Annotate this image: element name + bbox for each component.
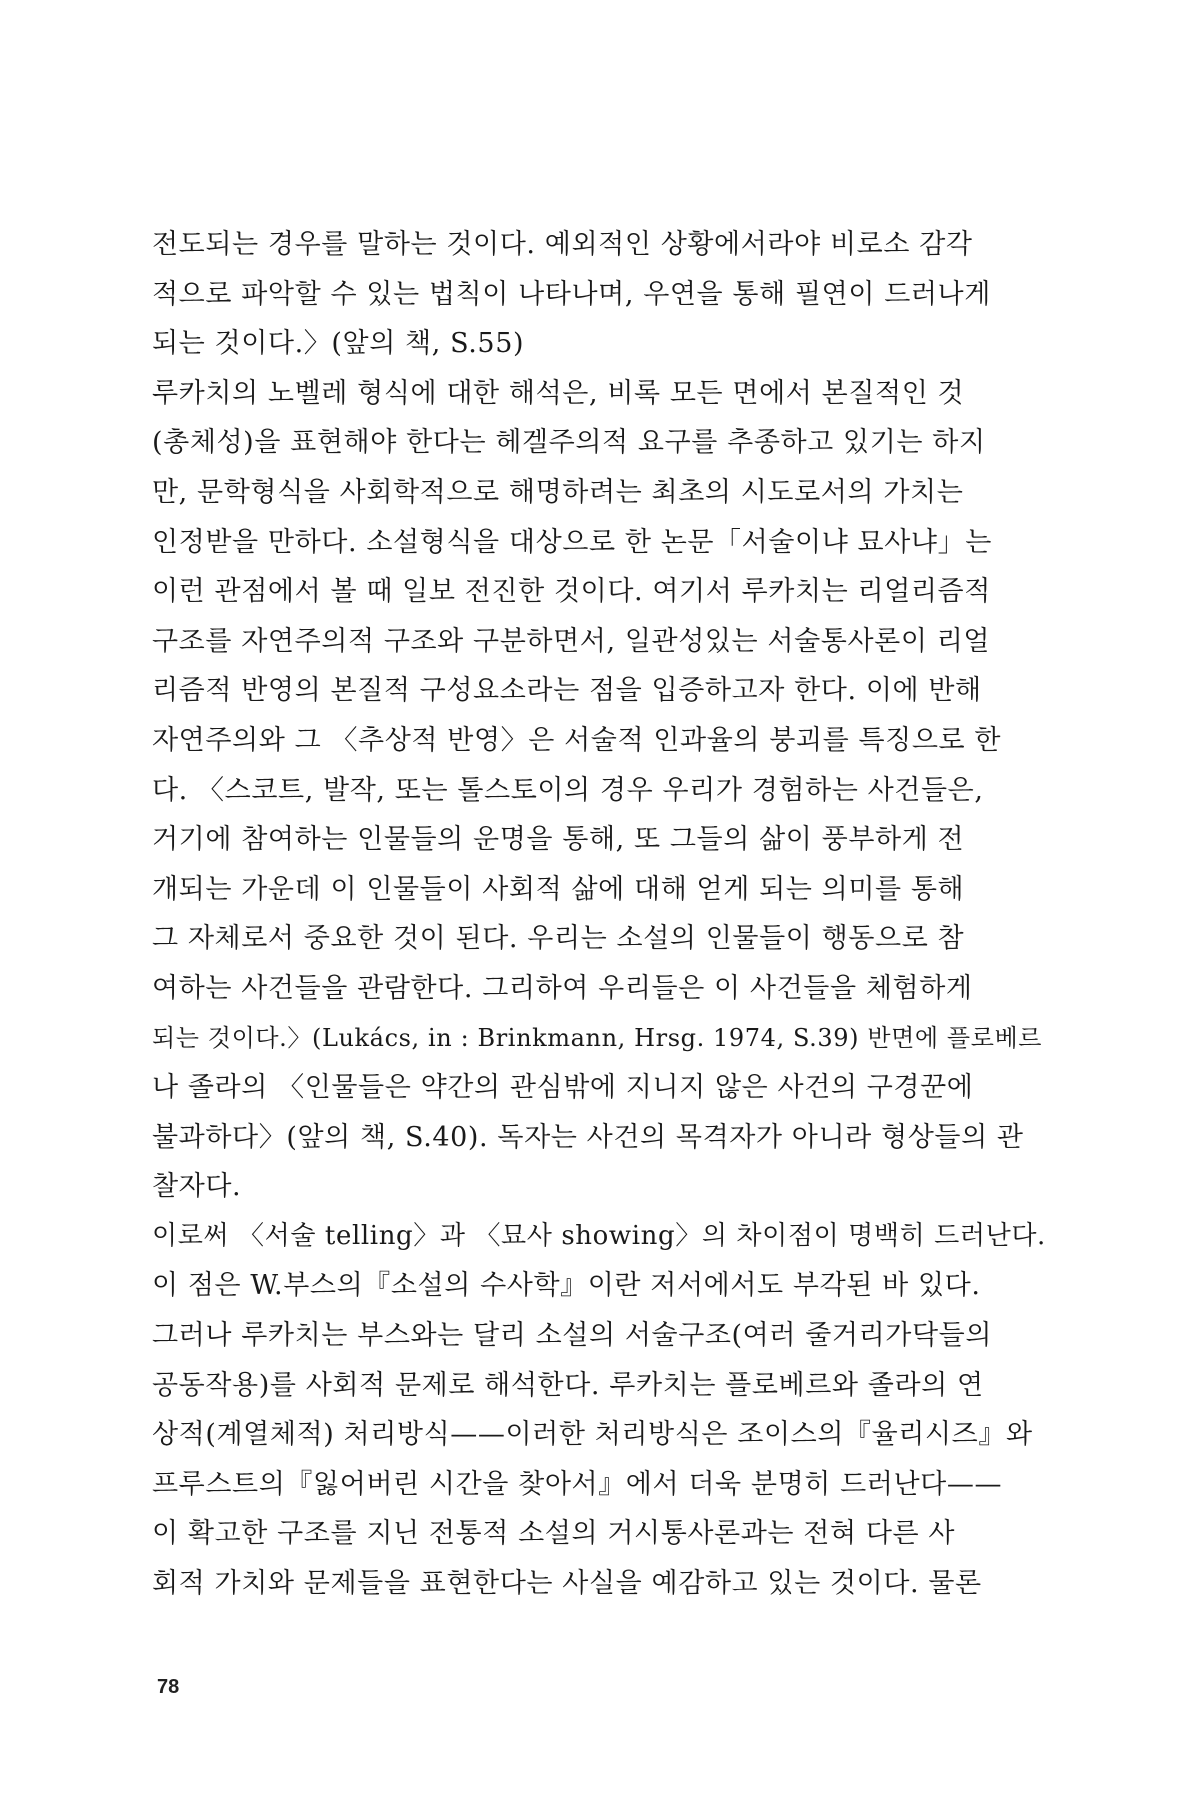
text-line: 리즘적 반영의 본질적 구성요소라는 점을 입증하고자 한다. 이에 반해 bbox=[152, 675, 982, 707]
text-line: 여하는 사건들을 관람한다. 그리하여 우리들은 이 사건들을 체험하게 bbox=[152, 972, 973, 1004]
text-line: 구조를 자연주의적 구조와 구분하면서, 일관성있는 서술통사론이 리얼 bbox=[152, 625, 991, 657]
text-line: 인정받을 만하다. 소설형식을 대상으로 한 논문「서술이냐 묘사냐」는 bbox=[152, 526, 992, 558]
text-line: 거기에 참여하는 인물들의 운명을 통해, 또 그들의 삶이 풍부하게 전 bbox=[152, 824, 965, 856]
text-line: 자연주의와 그 〈추상적 반영〉은 서술적 인과율의 붕괴를 특징으로 한 bbox=[152, 724, 1002, 756]
text-line: 적으로 파악할 수 있는 법칙이 나타나며, 우연을 통해 필연이 드러나게 bbox=[152, 278, 991, 310]
text-line: 전도되는 경우를 말하는 것이다. 예외적인 상황에서라야 비로소 감각 bbox=[152, 229, 973, 260]
text-line: 이 확고한 구조를 지닌 전통적 소설의 거시통사론과는 전혀 다른 사 bbox=[152, 1518, 956, 1550]
text-line: (총체성)을 표현해야 한다는 헤겔주의적 요구를 추종하고 있기는 하지 bbox=[152, 427, 986, 459]
text-line: 회적 가치와 문제들을 표현한다는 사실을 예감하고 있는 것이다. 물론 bbox=[152, 1568, 982, 1600]
text-line: 공동작용)를 사회적 문제로 해석한다. 루카치는 플로베르와 졸라의 연 bbox=[152, 1369, 984, 1401]
text-line: 다. 〈스코트, 발작, 또는 톨스토이의 경우 우리가 경험하는 사건들은, bbox=[152, 774, 984, 806]
text-line: 개되는 가운데 이 인물들이 사회적 삶에 대해 얻게 되는 의미를 통해 bbox=[152, 873, 965, 905]
page-number: 78 bbox=[157, 1676, 180, 1698]
text-line: 상적(계열체적) 처리방식——이러한 처리방식은 조이스의『율리시즈』와 bbox=[152, 1419, 1033, 1451]
text-line: 루카치의 노벨레 형식에 대한 해석은, 비록 모든 면에서 본질적인 것 bbox=[152, 377, 965, 409]
text-line: 그 자체로서 중요한 것이 된다. 우리는 소설의 인물들이 행동으로 참 bbox=[152, 923, 965, 955]
body-text bbox=[152, 220, 1052, 1609]
text-line: 프루스트의『잃어버린 시간을 찾아서』에서 더욱 분명히 드러난다—— bbox=[152, 1468, 1003, 1500]
text-line: 이로써 〈서술 telling〉과 〈묘사 showing〉의 차이점이 명백히 드러난다. bbox=[152, 1220, 1046, 1251]
text-line: 되는 것이다.〉(앞의 책, S.55) bbox=[152, 328, 525, 360]
text-line: 되는 것이다.〉(Lukács, in : Brinkmann, Hrsg. 1974, S.39) 반면에 플로베르 bbox=[152, 1023, 1043, 1052]
text-line: 이런 관점에서 볼 때 일보 전진한 것이다. 여기서 루카치는 리얼리즘적 bbox=[152, 576, 991, 608]
text-line: 이 점은 W.부스의『소설의 수사학』이란 저서에서도 부각된 바 있다. bbox=[152, 1270, 981, 1302]
text-line: 찰자다. bbox=[152, 1171, 242, 1203]
text-line: 그러나 루카치는 부스와는 달리 소설의 서술구조(여러 줄거리가닥들의 bbox=[152, 1320, 993, 1352]
text-line: 나 졸라의 〈인물들은 약간의 관심밖에 지니지 않은 사건의 구경꾼에 bbox=[152, 1072, 974, 1104]
text-line: 불과하다〉(앞의 책, S.40). 독자는 사건의 목격자가 아니라 형상들의 관 bbox=[152, 1121, 1024, 1153]
text-line: 만, 문학형식을 사회학적으로 해명하려는 최초의 시도로서의 가치는 bbox=[152, 476, 964, 508]
